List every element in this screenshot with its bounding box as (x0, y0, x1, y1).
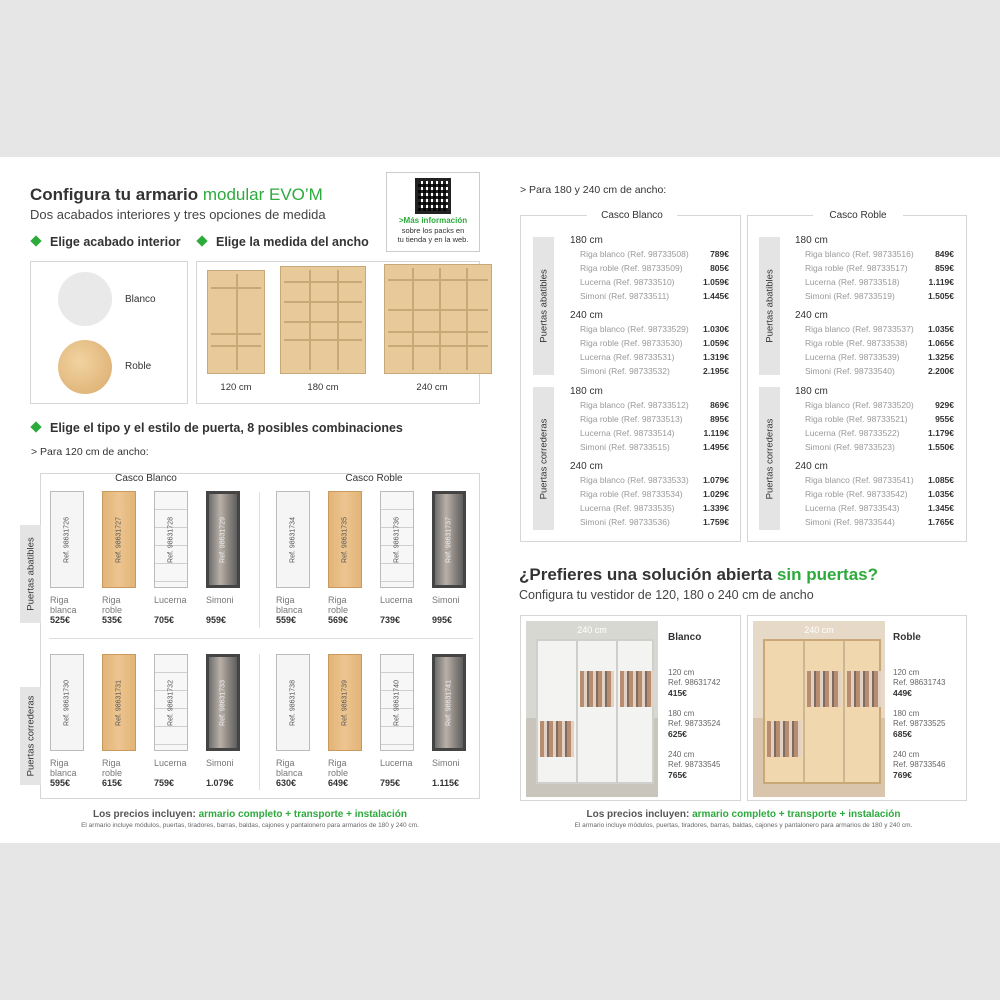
door-ref: Ref. 98631739 (341, 679, 349, 726)
title-green: modular EVO’M (202, 185, 323, 204)
door-price: 795€ (380, 778, 401, 788)
price-row-value: 1.059€ (703, 277, 729, 287)
price-row-value: 1.119€ (928, 277, 954, 287)
white-swatch[interactable] (58, 272, 112, 326)
open-ref: Ref. 98733546 (893, 760, 946, 769)
open-unit (536, 639, 654, 784)
open-box-blanco (520, 615, 741, 801)
price-row-label: Lucerna (Ref. 98733543) (805, 503, 900, 513)
wardrobe-240-image[interactable] (384, 264, 492, 374)
open-size: 180 cm (668, 709, 695, 718)
right-section-heading: > Para 180 y 240 cm de ancho: (520, 184, 667, 196)
wardrobe-180-image[interactable] (280, 266, 366, 374)
price-row-label: Riga roble (Ref. 98733530) (580, 338, 683, 348)
price-row-value: 1.059€ (703, 338, 729, 348)
door-price: 649€ (328, 778, 349, 788)
price-row-label: Simoni (Ref. 98733519) (805, 291, 895, 301)
price-row-label: Riga roble (Ref. 98733517) (805, 263, 908, 273)
open-subtitle: Configura tu vestidor de 120, 180 o 240 cm de ancho (519, 588, 814, 602)
door-lucerna[interactable] (154, 654, 188, 751)
door-lucerna[interactable] (154, 491, 188, 588)
open-ref: Ref. 98733525 (893, 719, 946, 728)
price-row-label: Simoni (Ref. 98733544) (805, 517, 895, 527)
price-row-label: Riga roble (Ref. 98733509) (580, 263, 683, 273)
footer-note-left: El armario incluye módulos, puertas, tiradores, barras, baldas, cajones y pantalonero para armarios de 180 y 240 cm. (81, 822, 419, 829)
tab-abatibles-blanco (533, 237, 554, 375)
price-row-value: 1.029€ (703, 489, 729, 499)
open-title-bold: ¿Prefieres una solución abierta (519, 565, 773, 584)
door-ref: Ref. 98631736 (393, 516, 401, 563)
door-lucerna[interactable] (380, 491, 414, 588)
door-price: 525€ (50, 615, 71, 625)
door-name: Simoni (206, 595, 234, 605)
size-label: 240 cm (570, 310, 603, 321)
price-row-value: 1.065€ (928, 338, 954, 348)
size-label: 240 cm (570, 461, 603, 472)
open-ref: Ref. 98631742 (668, 678, 721, 687)
price-row-value: 2.200€ (928, 366, 954, 376)
qr-link[interactable]: >Más información (398, 216, 468, 225)
price-row-label: Simoni (Ref. 98733532) (580, 366, 670, 376)
door-price: 1.115€ (432, 778, 460, 788)
finish-oak-label: Roble (125, 361, 152, 372)
open-price: 415€ (668, 688, 687, 698)
tab-abatibles-label: Puertas abatibles (764, 269, 775, 343)
tab-abatibles (20, 525, 41, 623)
qr-code-icon[interactable] (415, 178, 451, 214)
door-name: Lucerna (380, 595, 413, 605)
price-row-label: Riga blanco (Ref. 98733533) (580, 475, 689, 485)
step-door (32, 421, 403, 435)
door-price: 995€ (432, 615, 453, 625)
size-label: 240 cm (795, 461, 828, 472)
door-name: roble (102, 605, 123, 615)
price-row-label: Riga roble (Ref. 98733542) (805, 489, 908, 499)
price-row-label: Simoni (Ref. 98733536) (580, 517, 670, 527)
door-ref: Ref. 98631737 (445, 516, 453, 563)
door-ref: Ref. 98631731 (115, 679, 123, 726)
door-price: 595€ (50, 778, 71, 788)
price-row-label: Riga blanco (Ref. 98733512) (580, 400, 689, 410)
open-size: 240 cm (668, 750, 695, 759)
door-name: Riga (102, 758, 121, 768)
price-row-value: 1.550€ (928, 442, 954, 452)
price-row-value: 1.030€ (703, 324, 729, 334)
door-name: Simoni (206, 758, 234, 768)
door-roble[interactable] (328, 654, 362, 751)
open-roble-name: Roble (893, 632, 921, 643)
door-lucerna[interactable] (380, 654, 414, 751)
open-price: 685€ (893, 729, 912, 739)
qr-text-1: sobre los packs en (401, 226, 465, 235)
diamond-icon (30, 235, 41, 246)
price-row-label: Lucerna (Ref. 98733518) (805, 277, 900, 287)
price-row-value: 1.325€ (928, 352, 954, 362)
door-ref: Ref. 98631730 (63, 679, 71, 726)
door-simoni[interactable] (206, 654, 240, 751)
page-subtitle: Dos acabados interiores y tres opciones de medida (30, 207, 326, 222)
finish-box (30, 261, 188, 404)
price-row-value: 849€ (935, 249, 954, 259)
door-ref: Ref. 98631740 (393, 679, 401, 726)
door-name: Simoni (432, 758, 460, 768)
price-row-value: 1.445€ (703, 291, 729, 301)
price-row-value: 1.495€ (703, 442, 729, 452)
door-blanca[interactable] (276, 491, 310, 588)
price-row-value: 1.079€ (703, 475, 729, 485)
tab-abatibles-label: Puertas abatibles (25, 537, 36, 611)
open-size: 120 cm (668, 668, 695, 677)
price-row-label: Simoni (Ref. 98733523) (805, 442, 895, 452)
price-row-label: Lucerna (Ref. 98733531) (580, 352, 675, 362)
door-blanca[interactable] (50, 654, 84, 751)
footer-prefix: Los precios incluyen: (93, 809, 196, 820)
catalog-page (0, 157, 1000, 843)
tab-abatibles-label: Puertas abatibles (538, 269, 549, 343)
price-row-value: 1.505€ (928, 291, 954, 301)
casco-blanco-label: Casco Blanco (587, 210, 677, 221)
door-price: 569€ (328, 615, 349, 625)
footer-left (40, 809, 460, 820)
photo-size-tag: 240 cm (804, 625, 834, 635)
price-row-value: 1.319€ (703, 352, 729, 362)
open-unit (763, 639, 881, 784)
price-row-label: Lucerna (Ref. 98733522) (805, 428, 900, 438)
divider (259, 654, 260, 790)
door-name: Riga (328, 595, 347, 605)
price-row-value: 1.339€ (703, 503, 729, 513)
door-roble[interactable] (328, 491, 362, 588)
open-price: 769€ (893, 770, 912, 780)
tab-correderas (20, 687, 41, 785)
open-price: 625€ (668, 729, 687, 739)
door-price: 759€ (154, 778, 175, 788)
door-name: Simoni (432, 595, 460, 605)
price-row-value: 1.085€ (928, 475, 954, 485)
door-ref: Ref. 98631732 (167, 679, 175, 726)
wardrobe-120-image[interactable] (207, 270, 265, 374)
door-blanca[interactable] (276, 654, 310, 751)
door-ref: Ref. 98631738 (289, 679, 297, 726)
price-row-value: 859€ (935, 263, 954, 273)
price-row-value: 895€ (710, 414, 729, 424)
width-120-label: 120 cm (220, 382, 252, 393)
width-180-label: 180 cm (307, 382, 339, 393)
door-simoni[interactable] (432, 654, 466, 751)
divider (49, 638, 473, 639)
open-box-roble (747, 615, 967, 801)
door-ref: Ref. 98631733 (219, 679, 227, 726)
footer-prefix: Los precios incluyen: (586, 809, 690, 820)
door-name: blanca (276, 605, 303, 615)
door-price: 705€ (154, 615, 175, 625)
walk-in-white-photo[interactable] (526, 621, 658, 797)
footer-green: armario completo + transporte + instalación (198, 809, 407, 820)
footer-right (520, 809, 967, 820)
casco-roble-label: Casco Roble (345, 473, 403, 484)
left-section-heading: > Para 120 cm de ancho: (31, 446, 149, 458)
price-row-label: Lucerna (Ref. 98733514) (580, 428, 675, 438)
price-row-label: Lucerna (Ref. 98733510) (580, 277, 675, 287)
door-name: Lucerna (380, 758, 413, 768)
door-name: Riga (276, 758, 295, 768)
price-row-value: 1.759€ (703, 517, 729, 527)
price-row-label: Riga blanco (Ref. 98733541) (805, 475, 914, 485)
door-roble[interactable] (102, 491, 136, 588)
price-row-value: 789€ (710, 249, 729, 259)
qr-text-2: tu tienda y en la web. (397, 235, 469, 244)
door-name: Lucerna (154, 758, 187, 768)
open-size: 240 cm (893, 750, 920, 759)
price-row-label: Lucerna (Ref. 98733539) (805, 352, 900, 362)
door-price: 630€ (276, 778, 297, 788)
open-price: 765€ (668, 770, 687, 780)
door-price: 535€ (102, 615, 123, 625)
door-name: blanca (50, 768, 77, 778)
step-width (198, 235, 369, 249)
size-label: 180 cm (795, 386, 828, 397)
price-row-value: 1.765€ (928, 517, 954, 527)
door-ref: Ref. 98631734 (289, 516, 297, 563)
price-row-value: 929€ (935, 400, 954, 410)
door-name: blanca (50, 605, 77, 615)
open-ref: Ref. 98733545 (668, 760, 721, 769)
door-price: 739€ (380, 615, 401, 625)
door-blanca[interactable] (50, 491, 84, 588)
size-label: 180 cm (570, 386, 603, 397)
diamond-icon (196, 235, 207, 246)
finish-white-label: Blanco (125, 294, 156, 305)
door-name: blanca (276, 768, 303, 778)
door-simoni[interactable] (432, 491, 466, 588)
tab-correderas-label: Puertas correderas (538, 418, 549, 499)
price-row-label: Riga roble (Ref. 98733521) (805, 414, 908, 424)
width-240-label: 240 cm (416, 382, 448, 393)
price-row-value: 1.119€ (703, 428, 729, 438)
door-price: 615€ (102, 778, 123, 788)
open-size: 180 cm (893, 709, 920, 718)
price-row-label: Lucerna (Ref. 98733535) (580, 503, 675, 513)
door-name: roble (328, 768, 349, 778)
door-name: roble (102, 768, 123, 778)
door-name: roble (328, 605, 349, 615)
door-ref: Ref. 98631726 (63, 516, 71, 563)
qr-info-box[interactable] (386, 172, 480, 252)
door-name: Lucerna (154, 595, 187, 605)
price-row-label: Simoni (Ref. 98733540) (805, 366, 895, 376)
open-ref: Ref. 98631743 (893, 678, 946, 687)
door-price: 959€ (206, 615, 227, 625)
price-row-label: Simoni (Ref. 98733515) (580, 442, 670, 452)
walk-in-oak-photo[interactable] (753, 621, 885, 797)
price-row-value: 955€ (935, 414, 954, 424)
door-ref: Ref. 98631741 (445, 679, 453, 726)
step-finish-label: Elige acabado interior (50, 235, 181, 249)
door-ref: Ref. 98631729 (219, 516, 227, 563)
diamond-icon (30, 421, 41, 432)
door-name: Riga (328, 758, 347, 768)
open-price: 449€ (893, 688, 912, 698)
open-title-green: sin puertas? (776, 565, 879, 584)
footer-note-right: El armario incluye módulos, puertas, tiradores, barras, baldas, cajones y pantalonero para armarios de 180 y 240 cm. (574, 822, 913, 829)
price-row-label: Riga roble (Ref. 98733538) (805, 338, 908, 348)
price-row-label: Riga blanco (Ref. 98733508) (580, 249, 689, 259)
price-row-label: Riga roble (Ref. 98733534) (580, 489, 683, 499)
door-price: 1.079€ (206, 778, 234, 788)
title-bold: Configura tu armario (30, 185, 199, 204)
price-row-value: 805€ (710, 263, 729, 273)
door-name: Riga (50, 595, 69, 605)
width-box (196, 261, 480, 404)
open-ref: Ref. 98733524 (668, 719, 721, 728)
tab-correderas-label: Puertas correderas (764, 418, 775, 499)
door-price: 559€ (276, 615, 297, 625)
footer-green: armario completo + transporte + instalación (692, 809, 901, 820)
tab-correderas-label: Puertas correderas (25, 695, 36, 777)
size-label: 240 cm (795, 310, 828, 321)
tab-abatibles-roble (759, 237, 780, 375)
price-row-value: 2.195€ (703, 366, 729, 376)
door-roble[interactable] (102, 654, 136, 751)
price-row-value: 1.035€ (928, 324, 954, 334)
page-title (30, 185, 323, 205)
door-name: Riga (276, 595, 295, 605)
door-ref: Ref. 98631728 (167, 516, 175, 563)
price-row-value: 1.179€ (928, 428, 954, 438)
door-name: Riga (50, 758, 69, 768)
step-door-label: Elige el tipo y el estilo de puerta, 8 posibles combinaciones (50, 421, 403, 435)
oak-swatch[interactable] (58, 340, 112, 394)
price-row-label: Simoni (Ref. 98733511) (580, 291, 670, 301)
price-row-label: Riga blanco (Ref. 98733529) (580, 324, 689, 334)
price-row-label: Riga blanco (Ref. 98733516) (805, 249, 914, 259)
open-title (519, 565, 878, 585)
price-row-label: Riga blanco (Ref. 98733537) (805, 324, 914, 334)
price-row-value: 1.035€ (928, 489, 954, 499)
size-label: 180 cm (795, 235, 828, 246)
open-blanco-name: Blanco (668, 632, 702, 643)
price-row-label: Riga blanco (Ref. 98733520) (805, 400, 914, 410)
step-width-label: Elige la medida del ancho (216, 235, 369, 249)
divider (259, 492, 260, 628)
tab-correderas-blanco (533, 387, 554, 530)
door-name: Riga (102, 595, 121, 605)
tab-correderas-roble (759, 387, 780, 530)
door-ref: Ref. 98631727 (115, 516, 123, 563)
open-size: 120 cm (893, 668, 920, 677)
size-label: 180 cm (570, 235, 603, 246)
price-row-value: 1.345€ (928, 503, 954, 513)
photo-size-tag: 240 cm (577, 625, 607, 635)
casco-roble-label: Casco Roble (813, 210, 903, 221)
price-row-value: 869€ (710, 400, 729, 410)
door-simoni[interactable] (206, 491, 240, 588)
step-finish (32, 235, 181, 249)
casco-blanco-label: Casco Blanco (115, 473, 177, 484)
price-row-label: Riga roble (Ref. 98733513) (580, 414, 683, 424)
door-ref: Ref. 98631735 (341, 516, 349, 563)
